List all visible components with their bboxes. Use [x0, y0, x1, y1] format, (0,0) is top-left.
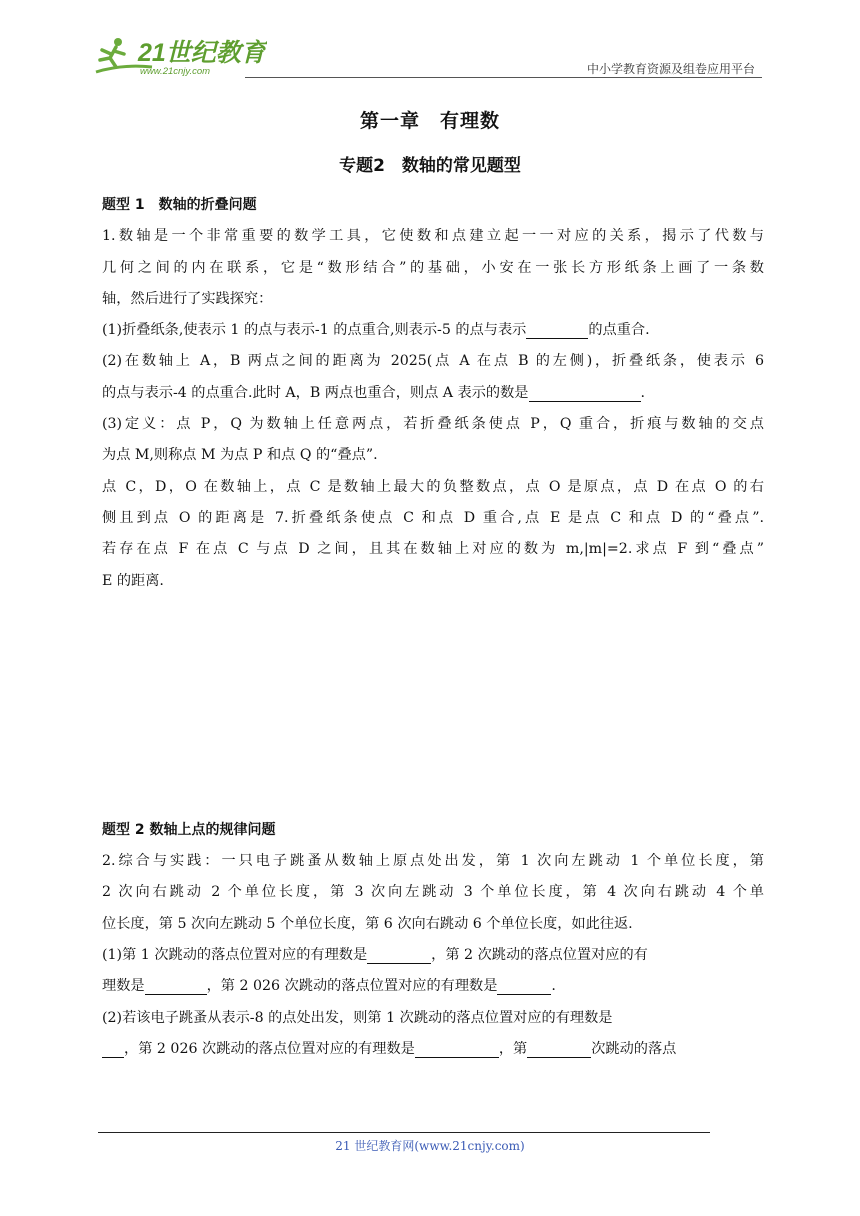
text-line: 位长度，第 5 次向左跳动 5 个单位长度，第 6 次向右跳动 6 个单位长度，如此往返.	[102, 915, 633, 932]
section-heading: 题型 2 数轴上点的规律问题	[102, 821, 276, 838]
header-divider	[245, 77, 762, 78]
document-body	[102, 190, 764, 1065]
text-segment: 的点重合.	[588, 322, 650, 339]
text-line: 点 C，D，O 在数轴上，点 C 是数轴上最大的负整数点，点 O 是原点，点 D 在点 O 的右	[102, 478, 764, 495]
text-segment: ，第 2 026 次跳动的落点位置对应的有理数是	[206, 978, 498, 995]
answer-space	[102, 597, 764, 815]
logo	[92, 34, 267, 80]
text-line: (2)在数轴上 A，B 两点之间的距离为 2025(点 A 在点 B 的左侧)，折叠纸条，使表示 6	[102, 353, 764, 370]
text-segment: .	[551, 978, 556, 995]
text-line: 侧且到点 O 的距离是 7.折叠纸条使点 C 和点 D 重合,点 E 是点 C 和点 D 的“叠点”.	[102, 509, 764, 526]
text-line: 几何之间的内在联系，它是“数形结合”的基础，小安在一张长方形纸条上画了一条数	[102, 259, 764, 276]
chapter-title: 第一章 有理数	[359, 110, 500, 132]
answer-blank[interactable]	[145, 976, 207, 995]
text-segment: 理数是	[102, 978, 145, 995]
text-line	[102, 940, 764, 971]
text-segment: 的点与表示-4 的点重合.此时 A，B 两点也重合，则点 A 表示的数是	[102, 384, 529, 401]
answer-blank[interactable]	[527, 1039, 591, 1058]
text-segment: (1)折叠纸条,使表示 1 的点与表示-1 的点重合,则表示-5 的点与表示	[102, 322, 527, 339]
text-segment: ，第 2 次跳动的落点位置对应的有	[431, 947, 648, 964]
answer-blank[interactable]	[526, 320, 588, 339]
text-line: 1.数轴是一个非常重要的数学工具，它使数和点建立起一一对应的关系，揭示了代数与	[102, 228, 764, 245]
text-line: 若存在点 F 在点 C 与点 D 之间，且其在数轴上对应的数为 m,|m|=2.求点 F 到“叠点”	[102, 541, 764, 558]
answer-blank[interactable]	[529, 383, 641, 402]
text-line	[102, 971, 764, 1002]
text-line: (3)定义：点 P，Q 为数轴上任意两点，若折叠纸条使点 P，Q 重合，折痕与数轴的交点	[102, 416, 764, 433]
answer-blank[interactable]	[415, 1039, 499, 1058]
text-line: 轴，然后进行了实践探究：	[102, 290, 273, 307]
answer-blank[interactable]	[367, 945, 431, 964]
svg-text:21世纪教育: 21世纪教育	[138, 39, 266, 67]
section-heading: 题型 1 数轴的折叠问题	[102, 197, 257, 213]
text-segment: ，第	[498, 1040, 528, 1057]
text-segment: ，第 2 026 次跳动的落点位置对应的有理数是	[124, 1040, 415, 1057]
footer-divider	[98, 1132, 710, 1133]
text-segment: 次跳动的落点	[591, 1040, 677, 1057]
runner-logo-icon	[92, 34, 267, 80]
text-line: (2)若该电子跳蚤从表示-8 的点处出发，则第 1 次跳动的落点位置对应的有理数是	[102, 1009, 613, 1026]
page-header	[0, 0, 860, 80]
text-line	[102, 378, 764, 409]
text-segment: (1)第 1 次跳动的落点位置对应的有理数是	[102, 947, 368, 964]
text-line	[102, 1034, 764, 1065]
text-line: E 的距离.	[102, 572, 164, 589]
text-line	[102, 315, 764, 346]
answer-blank[interactable]	[497, 976, 551, 995]
text-line: 2 次向右跳动 2 个单位长度，第 3 次向左跳动 3 个单位长度，第 4 次向右跳动 4 个单	[102, 884, 764, 901]
text-line: 2.综合与实践：一只电子跳蚤从数轴上原点处出发，第 1 次向左跳动 1 个单位长度，第	[102, 853, 764, 870]
svg-text:www.21cnjy.com: www.21cnjy.com	[140, 66, 211, 77]
text-line: 为点 M,则称点 M 为点 P 和点 Q 的“叠点”.	[102, 447, 378, 464]
answer-blank[interactable]	[102, 1039, 124, 1058]
text-segment: .	[640, 384, 646, 401]
topic-title: 专题2 数轴的常见题型	[339, 156, 521, 176]
footer-link[interactable]: 21 世纪教育网(www.21cnjy.com)	[335, 1139, 525, 1153]
platform-name: 中小学教育资源及组卷应用平台	[586, 62, 755, 76]
